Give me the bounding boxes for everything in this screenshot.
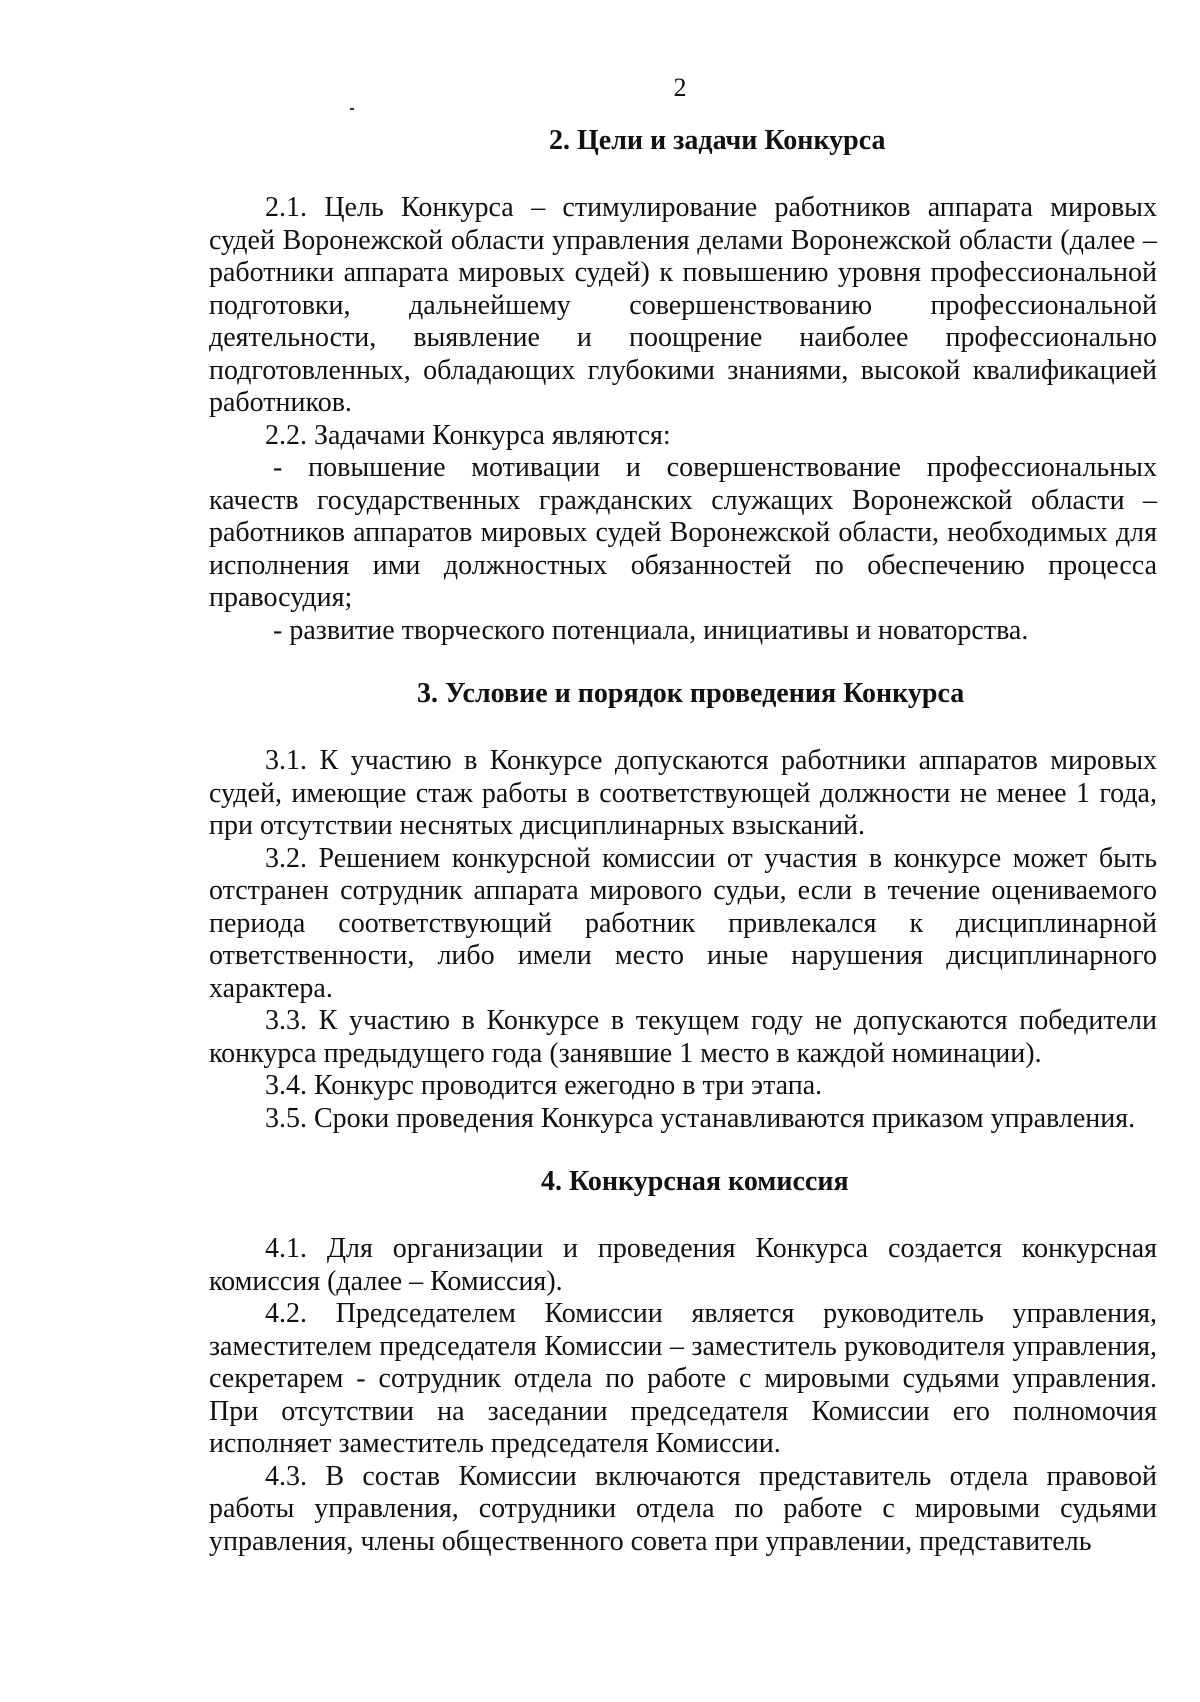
paragraph: 3.5. Сроки проведения Конкурса устанавливаются приказом управления.: [265, 1102, 1136, 1134]
scan-speck: [350, 108, 354, 110]
list-item: - повышение мотивации и совершенствование профессиональных качеств государственных гражданских служащих Воронежской области – работников аппаратов мировых судей Воронежской области, необходимых для исполнения ими должностных обязанностей по обеспечению процесса правосудия;: [209, 452, 1157, 613]
section-heading: 3. Условие и порядок проведения Конкурса: [417, 678, 965, 709]
paragraph: 3.4. Конкурс проводится ежегодно в три этапа.: [265, 1070, 823, 1101]
paragraph: 3.3. К участию в Конкурсе в текущем году не допускаются победители конкурса предыдущего года (занявшие 1 место в каждой номинации).: [209, 1005, 1157, 1069]
section-goals: [209, 124, 1157, 647]
paragraph: 2.2. Задачами Конкурса являются:: [265, 419, 671, 451]
paragraph: 4.2. Председателем Комиссии является руководитель управления, заместителем председателя Комиссии – заместитель руководителя управления, секретарем - сотрудник отдела по работе с мировыми судьями управления. При отсутствии на заседании председателя Комиссии его полномочия исполняет заместитель председателя Комиссии.: [209, 1298, 1157, 1459]
paragraph: 4.1. Для организации и проведения Конкурса создается конкурсная комиссия (далее – Комиссия).: [209, 1233, 1157, 1297]
section-heading: 2. Цели и задачи Конкурса: [549, 125, 886, 156]
section-heading: 4. Конкурсная комиссия: [541, 1166, 849, 1197]
paragraph: 2.1. Цель Конкурса – стимулирование работников аппарата мировых судей Воронежской области управления делами Воронежской области (далее – работники аппарата мировых судей) к повышению уровня профессиональной подготовки, дальнейшему совершенствованию профессиональной деятельности, выявление и поощрение наиболее профессионально подготовленных, обладающих глубокими знаниями, высокой квалификацией работников.: [209, 192, 1157, 418]
paragraph: 3.2. Решением конкурсной комиссии от участия в конкурсе может быть отстранен сотрудник аппарата мирового судьи, если в течение оцениваемого периода соответствующий работник привлекался к дисциплинарной ответственности, либо имели место иные нарушения дисциплинарного характера.: [209, 842, 1157, 1004]
section-commission: [209, 1165, 1157, 1558]
page-number: 2: [673, 73, 687, 102]
section-conditions: [209, 677, 1157, 1135]
paragraph: 3.1. К участию в Конкурсе допускаются работники аппаратов мировых судей, имеющие стаж работы в соответствующей должности не менее 1 года, при отсутствии неснятых дисциплинарных взысканий.: [209, 745, 1157, 841]
list-item: - развитие творческого потенциала, инициативы и новаторства.: [273, 614, 1029, 646]
document-body: [209, 124, 1157, 1558]
paragraph: 4.3. В состав Комиссии включаются представитель отдела правовой работы управления, сотрудники отдела по работе с мировыми судьями управления, члены общественного совета при управлении, представитель: [209, 1460, 1157, 1557]
